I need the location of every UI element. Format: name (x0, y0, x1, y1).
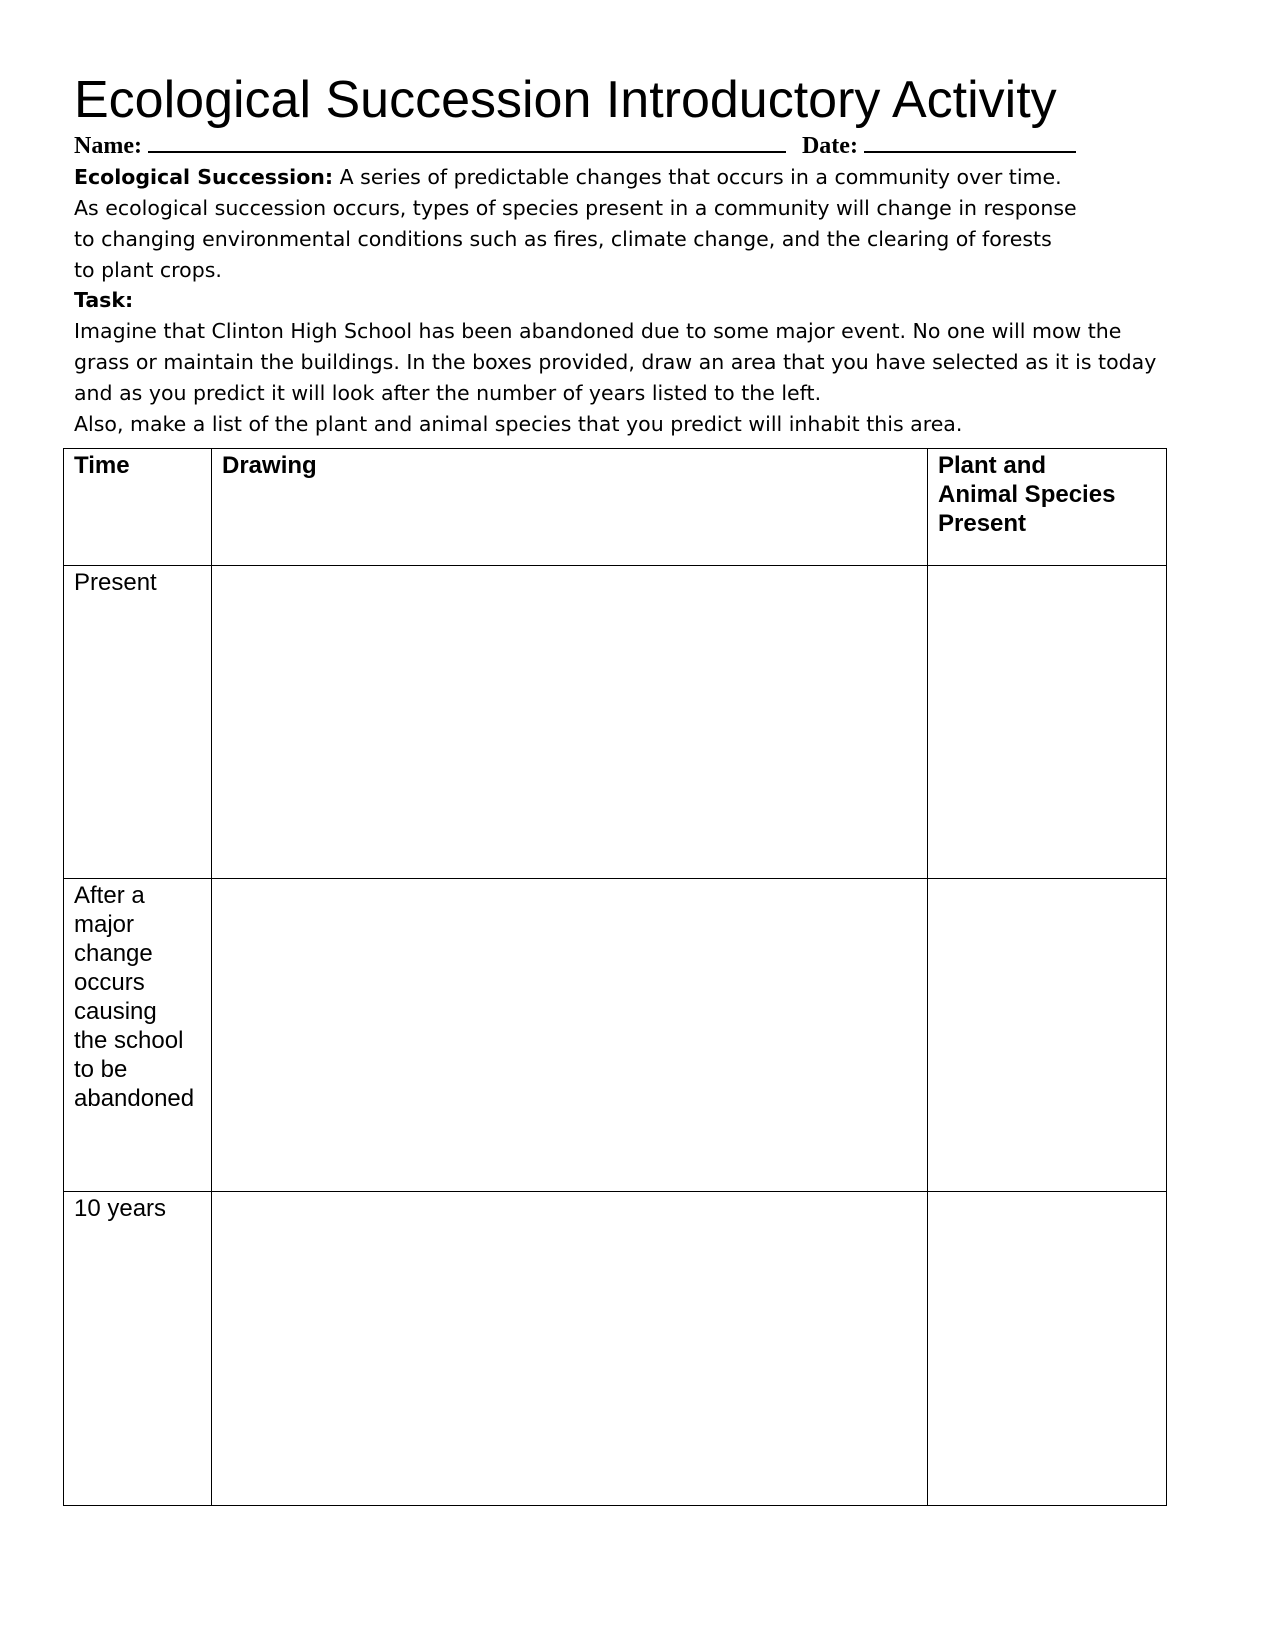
task-heading: Task: (74, 288, 134, 312)
species-cell[interactable] (928, 566, 1167, 879)
species-cell[interactable] (928, 1192, 1167, 1506)
header-drawing: Drawing (212, 449, 928, 566)
time-cell: After a major change occurs causing the school to be abandoned (64, 879, 212, 1192)
definition-line: As ecological succession occurs, types of species present in a community will change in response (74, 196, 1077, 220)
task-line: Imagine that Clinton High School has been abandoned due to some major event. No one will mow the (74, 319, 1122, 343)
species-cell[interactable] (928, 879, 1167, 1192)
page-title: Ecological Succession Introductory Activity (74, 71, 1057, 129)
header-species: Plant and Animal Species Present (928, 449, 1167, 566)
name-date-line (74, 131, 1076, 160)
name-field[interactable] (148, 131, 786, 153)
definition-line: to plant crops. (74, 258, 222, 282)
table-row (64, 566, 1167, 879)
header-time: Time (64, 449, 212, 566)
definition-line: to changing environmental conditions such as fires, climate change, and the clearing of forests (74, 227, 1052, 251)
definition-paragraph (74, 162, 1214, 286)
name-label: Name: (74, 133, 142, 159)
time-cell: 10 years (64, 1192, 212, 1506)
table-row (64, 879, 1167, 1192)
date-label: Date: (801, 133, 858, 159)
table-header-row (64, 449, 1167, 566)
definition-term: Ecological Succession: (74, 165, 334, 189)
task-line: and as you predict it will look after the number of years listed to the left. (74, 381, 822, 405)
task-line: grass or maintain the buildings. In the boxes provided, draw an area that you have selected as it is today (74, 350, 1157, 374)
task-paragraph (74, 316, 1214, 440)
succession-table (63, 448, 1167, 1506)
time-cell: Present (64, 566, 212, 879)
drawing-cell[interactable] (212, 879, 928, 1192)
drawing-cell[interactable] (212, 1192, 928, 1506)
table-row (64, 1192, 1167, 1506)
date-field[interactable] (864, 131, 1076, 153)
task-line: Also, make a list of the plant and animal species that you predict will inhabit this area. (74, 412, 963, 436)
drawing-cell[interactable] (212, 566, 928, 879)
definition-line: Ecological Succession: A series of predictable changes that occurs in a community over time. (74, 165, 1062, 189)
